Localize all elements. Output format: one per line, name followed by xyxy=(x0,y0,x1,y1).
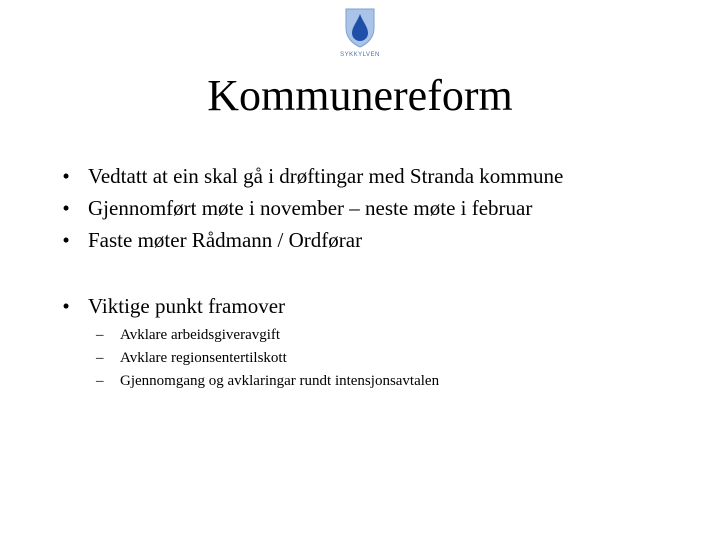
bullet-mark: • xyxy=(62,164,70,188)
bullet-text: Viktige punkt framover xyxy=(88,294,286,318)
sub-bullet-text: Gjennomgang og avklaringar rundt intensjonsavtalen xyxy=(120,373,440,389)
bullet-mark: • xyxy=(62,228,70,252)
sub-bullet-text: Avklare regionsentertilskott xyxy=(120,350,287,366)
sub-bullet-item xyxy=(88,324,696,347)
bullet-text: Faste møter Rådmann / Ordførar xyxy=(88,228,363,252)
bullet-text: Vedtatt at ein skal gå i drøftingar med Stranda kommune xyxy=(88,164,564,188)
sub-bullet-mark: – xyxy=(96,327,104,343)
shield-drop-icon xyxy=(345,8,375,48)
bullet-list xyxy=(56,160,696,393)
bullet-item xyxy=(56,224,696,256)
bullet-item xyxy=(56,290,696,393)
slide-title: Kommunereform xyxy=(207,71,513,120)
sub-bullet-list xyxy=(88,324,696,393)
municipality-logo xyxy=(330,8,390,64)
bullet-item xyxy=(56,192,696,224)
bullet-mark: • xyxy=(62,196,70,220)
logo-text: SYKKYLVEN xyxy=(340,52,380,58)
sub-bullet-item xyxy=(88,370,696,393)
sub-bullet-item xyxy=(88,347,696,370)
bullet-text: Gjennomført møte i november – neste møte i februar xyxy=(88,196,533,220)
sub-bullet-text: Avklare arbeidsgiveravgift xyxy=(120,327,281,343)
sub-bullet-mark: – xyxy=(96,373,104,389)
bullet-mark: • xyxy=(62,294,70,318)
bullet-item xyxy=(56,160,696,192)
sub-bullet-mark: – xyxy=(96,350,104,366)
